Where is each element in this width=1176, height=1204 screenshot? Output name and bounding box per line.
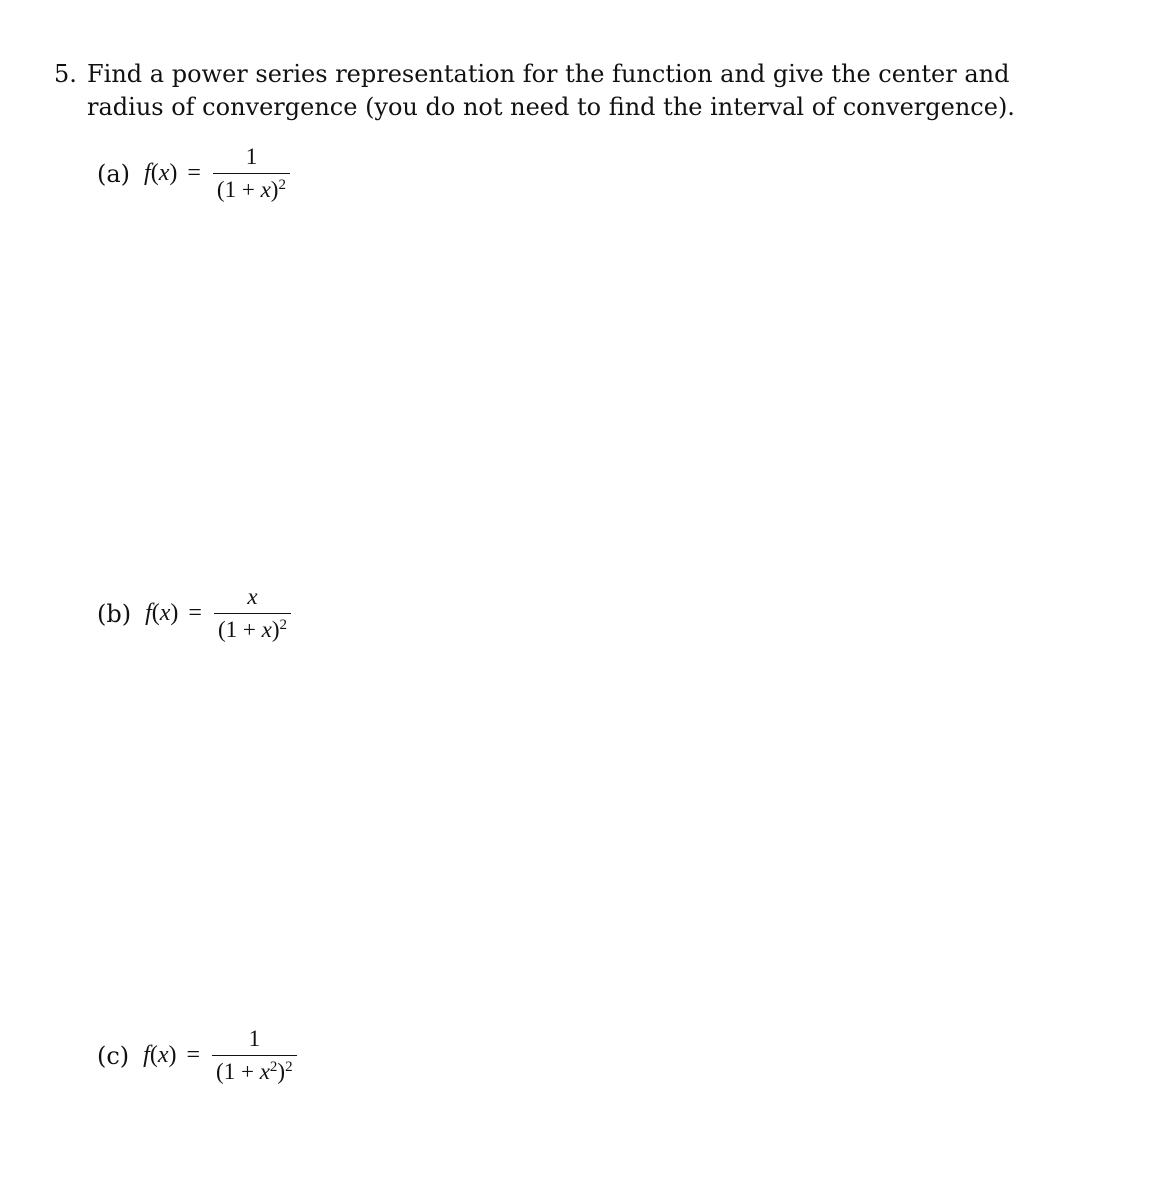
part-label: (c) (97, 1041, 130, 1070)
inner-exponent: 2 (269, 1058, 278, 1075)
denominator-close: ) (271, 617, 280, 643)
numerator: x (247, 584, 258, 609)
fraction (213, 145, 290, 202)
function-name: f (143, 1042, 150, 1069)
denominator-variable: x (260, 177, 271, 203)
equals-sign: = (188, 600, 202, 627)
denominator-open: (1 + (216, 177, 261, 203)
function-name: f (144, 160, 151, 187)
fraction (214, 585, 291, 642)
numerator: 1 (245, 144, 258, 169)
problem-statement: Find a power series representation for the function and give the center and radius of convergence (you do not need to find the interval of convergence). (87, 60, 1015, 121)
denominator (213, 173, 290, 202)
part-label: (a) (97, 159, 131, 188)
part-label: (b) (97, 599, 132, 628)
problem-5 (54, 58, 1074, 124)
function-variable: x (157, 1042, 169, 1069)
equals-sign: = (187, 160, 201, 187)
denominator-open: (1 + (216, 1059, 260, 1085)
problem-number: 5. (54, 60, 77, 88)
denominator-variable: x (261, 617, 272, 643)
denominator (214, 613, 291, 642)
denominator (212, 1055, 297, 1084)
function-lhs: f(x) (145, 600, 179, 627)
denominator-close: ) (277, 1059, 286, 1085)
equals-sign: = (186, 1042, 201, 1069)
function-lhs: f(x) (144, 160, 178, 187)
function-name: f (145, 600, 152, 627)
part-c (97, 1027, 297, 1084)
outer-exponent: 2 (279, 616, 287, 633)
numerator: 1 (248, 1026, 261, 1051)
outer-exponent: 2 (285, 1058, 293, 1075)
denominator-variable: x (259, 1059, 270, 1085)
fraction (212, 1027, 297, 1084)
part-b (97, 585, 291, 642)
function-variable: x (159, 600, 171, 627)
denominator-open: (1 + (217, 617, 262, 643)
denominator-close: ) (270, 177, 279, 203)
outer-exponent: 2 (278, 176, 286, 193)
function-lhs: f(x) (143, 1042, 177, 1069)
function-variable: x (158, 160, 170, 187)
part-a (97, 145, 290, 202)
